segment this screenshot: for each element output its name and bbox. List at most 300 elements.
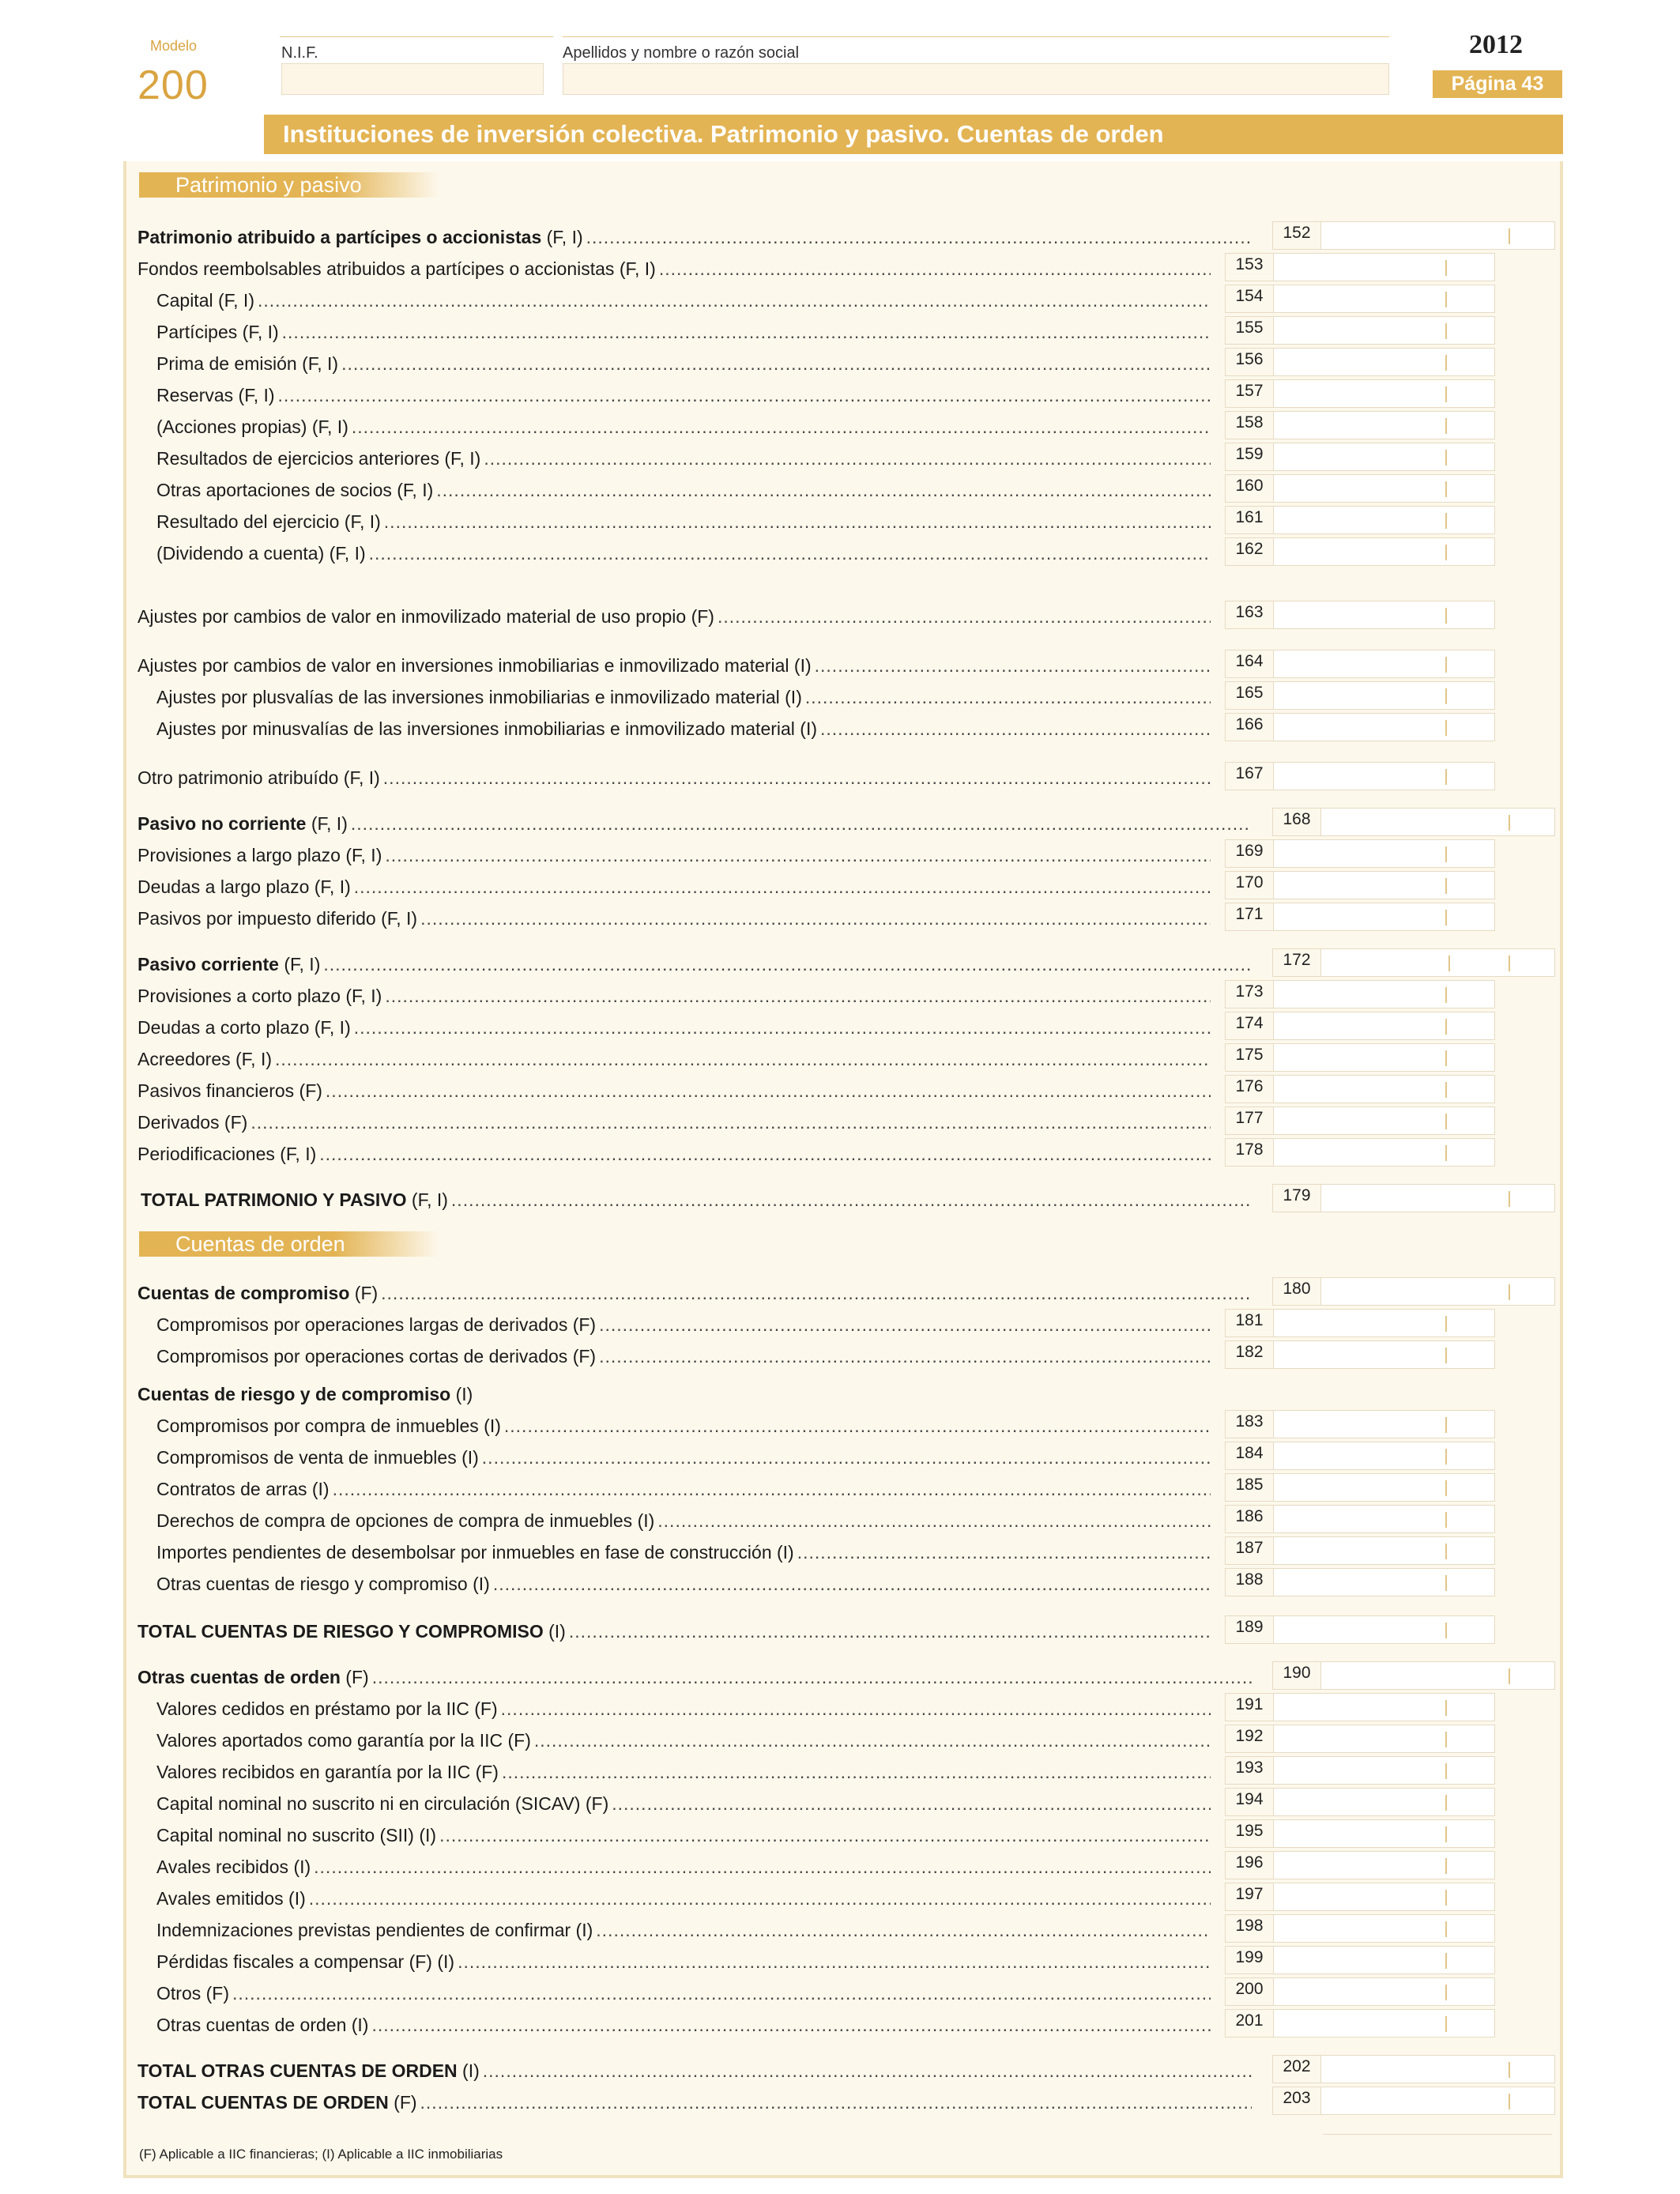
row-text <box>156 1412 501 1440</box>
row-label-157 <box>156 381 1211 409</box>
decimal-separator-tick <box>1445 769 1447 785</box>
decimal-separator-tick <box>1445 1019 1447 1035</box>
row-label-178 <box>137 1140 1211 1168</box>
input-box-199[interactable] <box>1225 1946 1495 1974</box>
decimal-separator-tick <box>1445 1826 1447 1842</box>
row-text-plain: (I) <box>543 1621 566 1642</box>
row-text-plain: Otras cuentas de riesgo y compromiso (I) <box>156 1574 490 1594</box>
row-text-plain: Avales recibidos (I) <box>156 1857 311 1877</box>
decimal-separator-tick <box>1445 1348 1447 1363</box>
row-text <box>137 651 812 680</box>
decimal-separator-tick <box>1445 1050 1447 1066</box>
leader-dots <box>323 950 1252 978</box>
row-text-bold: TOTAL CUENTAS DE ORDEN <box>137 2092 389 2113</box>
input-box-159[interactable] <box>1225 443 1495 471</box>
leader-dots <box>586 223 1252 251</box>
row-text-plain: (F) <box>388 2092 417 2113</box>
leader-dots <box>493 1570 1211 1598</box>
row-text <box>137 809 348 838</box>
leader-dots <box>599 1342 1211 1370</box>
decimal-separator-tick <box>1509 2094 1510 2109</box>
input-box-200[interactable] <box>1225 1977 1495 2006</box>
decimal-separator-tick <box>1445 418 1447 434</box>
row-label-163 <box>137 602 1211 631</box>
leader-dots <box>354 1013 1211 1042</box>
decimal-separator-tick <box>1445 657 1447 673</box>
decimal-separator-tick <box>1445 2016 1447 2032</box>
box-code: 153 <box>1226 254 1274 281</box>
input-box-193[interactable] <box>1225 1756 1495 1785</box>
leader-dots <box>319 1140 1211 1168</box>
input-box-195[interactable] <box>1225 1819 1495 1848</box>
leader-dots <box>369 539 1211 567</box>
row-label-156 <box>156 349 1211 378</box>
row-label-185 <box>156 1475 1211 1503</box>
input-box-162[interactable] <box>1225 537 1495 566</box>
input-box-183[interactable] <box>1225 1410 1495 1438</box>
input-box-173[interactable] <box>1225 980 1495 1008</box>
decimal-separator-tick <box>1445 545 1447 560</box>
row-text-plain: Pasivos por impuesto diferido (F, I) <box>137 908 418 929</box>
section-cuentas-de-orden: Cuentas de orden <box>139 1231 439 1257</box>
leader-dots <box>258 286 1211 315</box>
decimal-separator-tick <box>1445 1449 1447 1465</box>
row-text <box>156 476 433 504</box>
row-text-plain: Provisiones a corto plazo (F, I) <box>137 986 382 1006</box>
leader-dots <box>333 1475 1211 1503</box>
leader-dots <box>815 651 1211 680</box>
decimal-separator-tick <box>1445 720 1447 736</box>
leader-dots <box>250 1108 1211 1137</box>
input-box-160[interactable] <box>1225 474 1495 503</box>
row-text-plain: Deudas a corto plazo (F, I) <box>137 1017 351 1038</box>
row-text <box>156 413 348 441</box>
leader-dots <box>451 1186 1252 1214</box>
box-code: 198 <box>1226 1915 1274 1942</box>
leader-dots <box>596 1916 1211 1944</box>
decimal-separator-tick <box>1509 1668 1510 1684</box>
leader-dots <box>805 683 1211 711</box>
year-label: 2012 <box>1469 30 1523 59</box>
box-code: 196 <box>1226 1852 1274 1879</box>
row-label-172 <box>137 950 1252 978</box>
nif-label: N.I.F. <box>281 44 318 62</box>
row-text-plain: Resultados de ejercicios anteriores (F, I) <box>156 448 481 469</box>
row-text-plain: (I) <box>457 2060 480 2081</box>
box-code: 161 <box>1226 507 1274 533</box>
row-label-200 <box>156 1979 1211 2007</box>
box-code: 152 <box>1273 222 1321 249</box>
row-label-202 <box>137 2056 1252 2085</box>
input-box-177[interactable] <box>1225 1106 1495 1135</box>
row-text-plain: Valores aportados como garantía por la IIC (F) <box>156 1730 531 1751</box>
leader-dots <box>612 1789 1211 1818</box>
row-label-190 <box>137 1663 1252 1691</box>
decimal-separator-tick <box>1445 323 1447 339</box>
row-label-164 <box>137 651 1211 680</box>
row-text-bold: TOTAL OTRAS CUENTAS DE ORDEN <box>137 2060 458 2081</box>
box-code: 173 <box>1226 981 1274 1008</box>
input-box-158[interactable] <box>1225 411 1495 439</box>
row-text <box>156 1884 306 1913</box>
row-label-161 <box>156 507 1211 536</box>
leader-dots <box>278 381 1211 409</box>
decimal-separator-tick <box>1445 1700 1447 1716</box>
row-label-198 <box>156 1916 1211 1944</box>
input-box-182[interactable] <box>1225 1340 1495 1369</box>
row-text-bold: Otras cuentas de orden <box>137 1667 341 1687</box>
box-code: 200 <box>1226 1978 1274 2005</box>
row-text-plain: Compromisos de venta de inmuebles (I) <box>156 1447 479 1468</box>
row-text <box>156 1443 479 1472</box>
decimal-separator-tick <box>1445 608 1447 624</box>
row-text-plain: Capital (F, I) <box>156 290 254 311</box>
leader-dots <box>372 1663 1252 1691</box>
leader-dots <box>439 1821 1211 1849</box>
decimal-separator-tick <box>1509 815 1510 831</box>
box-code: 193 <box>1226 1757 1274 1784</box>
row-text <box>156 1310 596 1339</box>
row-text-plain: Ajustes por plusvalías de las inversiones inmobiliarias e inmovilizado material (I) <box>156 687 802 707</box>
box-code: 159 <box>1226 443 1274 470</box>
row-label-192 <box>156 1726 1211 1755</box>
leader-dots <box>657 1506 1211 1535</box>
row-text <box>137 1617 566 1646</box>
decimal-separator-tick <box>1445 1145 1447 1161</box>
input-box-172[interactable] <box>1272 948 1555 977</box>
box-code: 157 <box>1226 380 1274 407</box>
row-label-201 <box>156 2011 1211 2039</box>
input-box-169[interactable] <box>1225 839 1495 868</box>
input-box-191[interactable] <box>1225 1693 1495 1721</box>
row-text <box>156 539 366 567</box>
row-text-plain: (Acciones propias) (F, I) <box>156 417 348 437</box>
decimal-separator-tick <box>1445 1921 1447 1937</box>
input-box-196[interactable] <box>1225 1851 1495 1879</box>
row-text <box>156 1853 311 1881</box>
leader-dots <box>385 841 1211 869</box>
row-label-158 <box>156 413 1211 441</box>
name-label: Apellidos y nombre o razón social <box>563 44 800 62</box>
input-box-202[interactable] <box>1272 2055 1555 2083</box>
leader-dots <box>484 444 1211 473</box>
row-text <box>156 1916 593 1944</box>
row-text-plain: Resultado del ejercicio (F, I) <box>156 511 381 532</box>
input-box-164[interactable] <box>1225 650 1495 678</box>
row-text <box>156 286 254 315</box>
input-box-194[interactable] <box>1225 1788 1495 1816</box>
input-box-190[interactable] <box>1272 1661 1555 1690</box>
input-box-180[interactable] <box>1272 1277 1555 1306</box>
input-box-155[interactable] <box>1225 316 1495 345</box>
row-text <box>137 1140 316 1168</box>
row-label-171 <box>137 904 1211 933</box>
input-box-185[interactable] <box>1225 1473 1495 1502</box>
panel-bottom-border <box>123 2175 1563 2178</box>
input-box-186[interactable] <box>1225 1505 1495 1533</box>
row-text-plain: (I) <box>450 1384 473 1404</box>
row-text <box>156 381 275 409</box>
leader-dots <box>326 1076 1211 1105</box>
row-text-bold: Patrimonio atribuido a partícipes o accionistas <box>137 227 542 247</box>
leader-dots <box>232 1979 1211 2007</box>
row-label-195 <box>156 1821 1211 1849</box>
leader-dots <box>502 1758 1211 1786</box>
decimal-separator-tick <box>1445 1858 1447 1874</box>
box-code: 190 <box>1273 1662 1321 1689</box>
row-label-203 <box>137 2088 1252 2117</box>
box-code: 176 <box>1226 1076 1274 1103</box>
row-text-plain: Compromisos por operaciones largas de derivados (F) <box>156 1314 597 1335</box>
box-code: 197 <box>1226 1883 1274 1910</box>
row-label-166 <box>156 714 1211 743</box>
row-text <box>156 1726 531 1755</box>
row-label-182 <box>156 1342 1211 1370</box>
row-label-183 <box>156 1412 1211 1440</box>
input-box-181[interactable] <box>1225 1309 1495 1337</box>
decimal-separator-tick <box>1445 878 1447 894</box>
input-box-156[interactable] <box>1225 348 1495 376</box>
box-code: 154 <box>1226 285 1274 312</box>
box-code: 181 <box>1226 1310 1274 1336</box>
row-text <box>156 1570 490 1598</box>
row-label-174 <box>137 1013 1211 1042</box>
row-text <box>156 2011 368 2039</box>
leader-dots <box>718 602 1211 631</box>
input-box-161[interactable] <box>1225 506 1495 534</box>
box-code: 163 <box>1226 601 1274 628</box>
row-text-plain: Pérdidas fiscales a compensar (F) (I) <box>156 1951 455 1972</box>
row-text-plain: (F, I) <box>278 954 321 974</box>
decimal-separator-tick <box>1509 228 1510 244</box>
row-text-plain: (F, I) <box>541 227 583 247</box>
input-box-187[interactable] <box>1225 1536 1495 1565</box>
row-label-170 <box>137 873 1211 901</box>
nif-rule <box>280 36 553 37</box>
row-text-plain: Ajustes por minusvalías de las inversiones inmobiliarias e inmovilizado material (I) <box>156 718 818 739</box>
row-label-168 <box>137 809 1252 838</box>
box-code: 156 <box>1226 349 1274 375</box>
decimal-separator-tick <box>1445 513 1447 529</box>
leader-dots <box>275 1045 1211 1073</box>
row-text <box>156 1758 499 1786</box>
row-text <box>137 1279 378 1307</box>
input-box-152[interactable] <box>1272 221 1555 250</box>
decimal-separator-tick <box>1445 1985 1447 2000</box>
decimal-separator-tick <box>1509 956 1510 971</box>
box-code: 168 <box>1273 809 1321 835</box>
input-box-188[interactable] <box>1225 1568 1495 1596</box>
row-text <box>156 1506 654 1535</box>
input-box-179[interactable] <box>1272 1184 1555 1212</box>
leader-dots <box>351 809 1252 838</box>
row-text-plain: Contratos de arras (I) <box>156 1479 330 1499</box>
row-label-155 <box>156 318 1211 346</box>
row-label-188 <box>156 1570 1211 1598</box>
row-text-plain: Deudas a largo plazo (F, I) <box>137 876 351 897</box>
row-text-plain: (F) <box>349 1283 379 1303</box>
row-label-159 <box>156 444 1211 473</box>
row-text-plain: Otras aportaciones de socios (F, I) <box>156 480 434 500</box>
name-rule <box>563 36 1389 37</box>
input-box-163[interactable] <box>1225 601 1495 629</box>
decimal-separator-tick <box>1445 292 1447 307</box>
decimal-separator-tick <box>1509 1191 1510 1207</box>
row-label-193 <box>156 1758 1211 1786</box>
decimal-separator-tick <box>1445 1575 1447 1591</box>
input-box-167[interactable] <box>1225 762 1495 790</box>
row-text <box>137 841 382 869</box>
box-code: 191 <box>1226 1694 1274 1721</box>
decimal-separator-tick <box>1445 1623 1447 1638</box>
row-label-160 <box>156 476 1211 504</box>
input-box-166[interactable] <box>1225 713 1495 741</box>
row-text <box>156 444 480 473</box>
box-code: 188 <box>1226 1569 1274 1596</box>
box-code: 187 <box>1226 1537 1274 1564</box>
row-label-191 <box>156 1695 1211 1723</box>
row-text-bold: Cuentas de riesgo y de compromiso <box>137 1384 451 1404</box>
footer-rule <box>1323 2134 1552 2135</box>
leader-dots <box>483 2056 1252 2085</box>
box-code: 174 <box>1226 1012 1274 1039</box>
input-box-171[interactable] <box>1225 903 1495 931</box>
decimal-separator-tick <box>1445 481 1447 497</box>
row-text-plain: Provisiones a largo plazo (F, I) <box>137 845 382 865</box>
input-box-168[interactable] <box>1272 808 1555 836</box>
row-text-plain: Derivados (F) <box>137 1112 248 1133</box>
decimal-separator-tick <box>1445 260 1447 276</box>
box-code: 182 <box>1226 1341 1274 1368</box>
decimal-separator-tick <box>1445 1082 1447 1098</box>
page-title: Instituciones de inversión colectiva. Patrimonio y pasivo. Cuentas de orden <box>264 115 1563 154</box>
leader-dots <box>599 1310 1211 1339</box>
leader-dots <box>659 254 1211 283</box>
leader-dots <box>534 1726 1211 1755</box>
box-code: 175 <box>1226 1044 1274 1071</box>
row-label-194 <box>156 1789 1211 1818</box>
row-text <box>137 904 417 933</box>
row-text-plain: Otras cuentas de orden (I) <box>156 2015 369 2035</box>
row-label-153 <box>137 254 1211 283</box>
decimal-separator-tick <box>1445 846 1447 862</box>
leader-dots <box>352 413 1211 441</box>
input-box-201[interactable] <box>1225 2009 1495 2038</box>
box-code: 177 <box>1226 1107 1274 1134</box>
input-box-154[interactable] <box>1225 285 1495 313</box>
row-text <box>137 602 714 631</box>
row-text-plain: Capital nominal no suscrito ni en circulación (SICAV) (F) <box>156 1793 609 1814</box>
row-text <box>137 254 656 283</box>
name-field[interactable] <box>563 63 1389 95</box>
row-text-plain: (Dividendo a cuenta) (F, I) <box>156 543 366 564</box>
input-box-157[interactable] <box>1225 379 1495 408</box>
input-box-178[interactable] <box>1225 1138 1495 1167</box>
input-box-189[interactable] <box>1225 1615 1495 1644</box>
row-label-199 <box>156 1947 1211 1976</box>
input-box-175[interactable] <box>1225 1043 1495 1072</box>
row-text <box>156 683 802 711</box>
page-badge: Página 43 <box>1433 70 1562 98</box>
decimal-separator-tick <box>1445 1732 1447 1747</box>
decimal-separator-tick <box>1445 1114 1447 1129</box>
input-box-153[interactable] <box>1225 253 1495 281</box>
row-text <box>156 1947 454 1976</box>
row-label-riesgo-header <box>137 1380 1211 1408</box>
box-code: 172 <box>1273 949 1321 976</box>
row-text <box>156 318 279 346</box>
row-text-plain: Indemnizaciones previstas pendientes de confirmar (I) <box>156 1920 593 1940</box>
decimal-separator-tick <box>1445 386 1447 402</box>
leader-dots <box>458 1947 1211 1976</box>
row-text-bold: Pasivo corriente <box>137 954 279 974</box>
input-box-165[interactable] <box>1225 681 1495 710</box>
decimal-separator-tick <box>1448 956 1450 971</box>
decimal-separator-tick <box>1445 1763 1447 1779</box>
row-text <box>156 349 338 378</box>
box-code: 184 <box>1226 1442 1274 1469</box>
decimal-separator-tick <box>1445 1316 1447 1332</box>
input-box-184[interactable] <box>1225 1442 1495 1470</box>
decimal-separator-tick <box>1509 1284 1510 1300</box>
row-label-173 <box>137 982 1211 1010</box>
input-box-176[interactable] <box>1225 1075 1495 1103</box>
row-text-plain: Importes pendientes de desembolsar por inmuebles en fase de construcción (I) <box>156 1542 794 1563</box>
row-text-plain: Partícipes (F, I) <box>156 322 279 342</box>
decimal-separator-tick <box>1445 1953 1447 1969</box>
box-code: 185 <box>1226 1474 1274 1501</box>
row-text-plain: Prima de emisión (F, I) <box>156 353 339 374</box>
box-code: 171 <box>1226 903 1274 930</box>
input-box-197[interactable] <box>1225 1883 1495 1911</box>
row-text-plain: Acreedores (F, I) <box>137 1049 272 1069</box>
box-code: 178 <box>1226 1139 1274 1166</box>
decimal-separator-tick <box>1445 910 1447 925</box>
box-code: 165 <box>1226 682 1274 709</box>
row-label-169 <box>137 841 1211 869</box>
box-code: 194 <box>1226 1789 1274 1815</box>
row-text-plain: Compromisos por operaciones cortas de derivados (F) <box>156 1346 597 1367</box>
box-code: 189 <box>1226 1616 1274 1643</box>
box-code: 201 <box>1226 2010 1274 2037</box>
row-label-167 <box>137 763 1211 792</box>
row-text-plain: Periodificaciones (F, I) <box>137 1144 317 1164</box>
row-text <box>156 714 817 743</box>
row-text-bold: Pasivo no corriente <box>137 813 307 834</box>
leader-dots <box>797 1538 1211 1566</box>
leader-dots <box>482 1443 1211 1472</box>
row-text <box>156 1538 794 1566</box>
input-box-198[interactable] <box>1225 1914 1495 1943</box>
row-label-180 <box>137 1279 1252 1307</box>
row-text-plain: Derechos de compra de opciones de compra de inmuebles (I) <box>156 1510 655 1531</box>
input-box-192[interactable] <box>1225 1725 1495 1753</box>
row-text-plain: Avales emitidos (I) <box>156 1888 306 1909</box>
row-text-plain: Valores recibidos en garantía por la IIC (F) <box>156 1762 499 1782</box>
input-box-203[interactable] <box>1272 2087 1555 2115</box>
box-code: 167 <box>1226 763 1274 790</box>
input-box-170[interactable] <box>1225 871 1495 899</box>
input-box-174[interactable] <box>1225 1012 1495 1040</box>
box-code: 203 <box>1273 2087 1321 2114</box>
row-text-plain: Reservas (F, I) <box>156 385 275 405</box>
row-text-bold: Cuentas de compromiso <box>137 1283 350 1303</box>
row-label-152 <box>137 223 1252 251</box>
box-code: 195 <box>1226 1820 1274 1847</box>
nif-field[interactable] <box>281 63 544 95</box>
modelo-label: Modelo <box>150 38 198 54</box>
decimal-separator-tick <box>1509 2062 1510 2078</box>
